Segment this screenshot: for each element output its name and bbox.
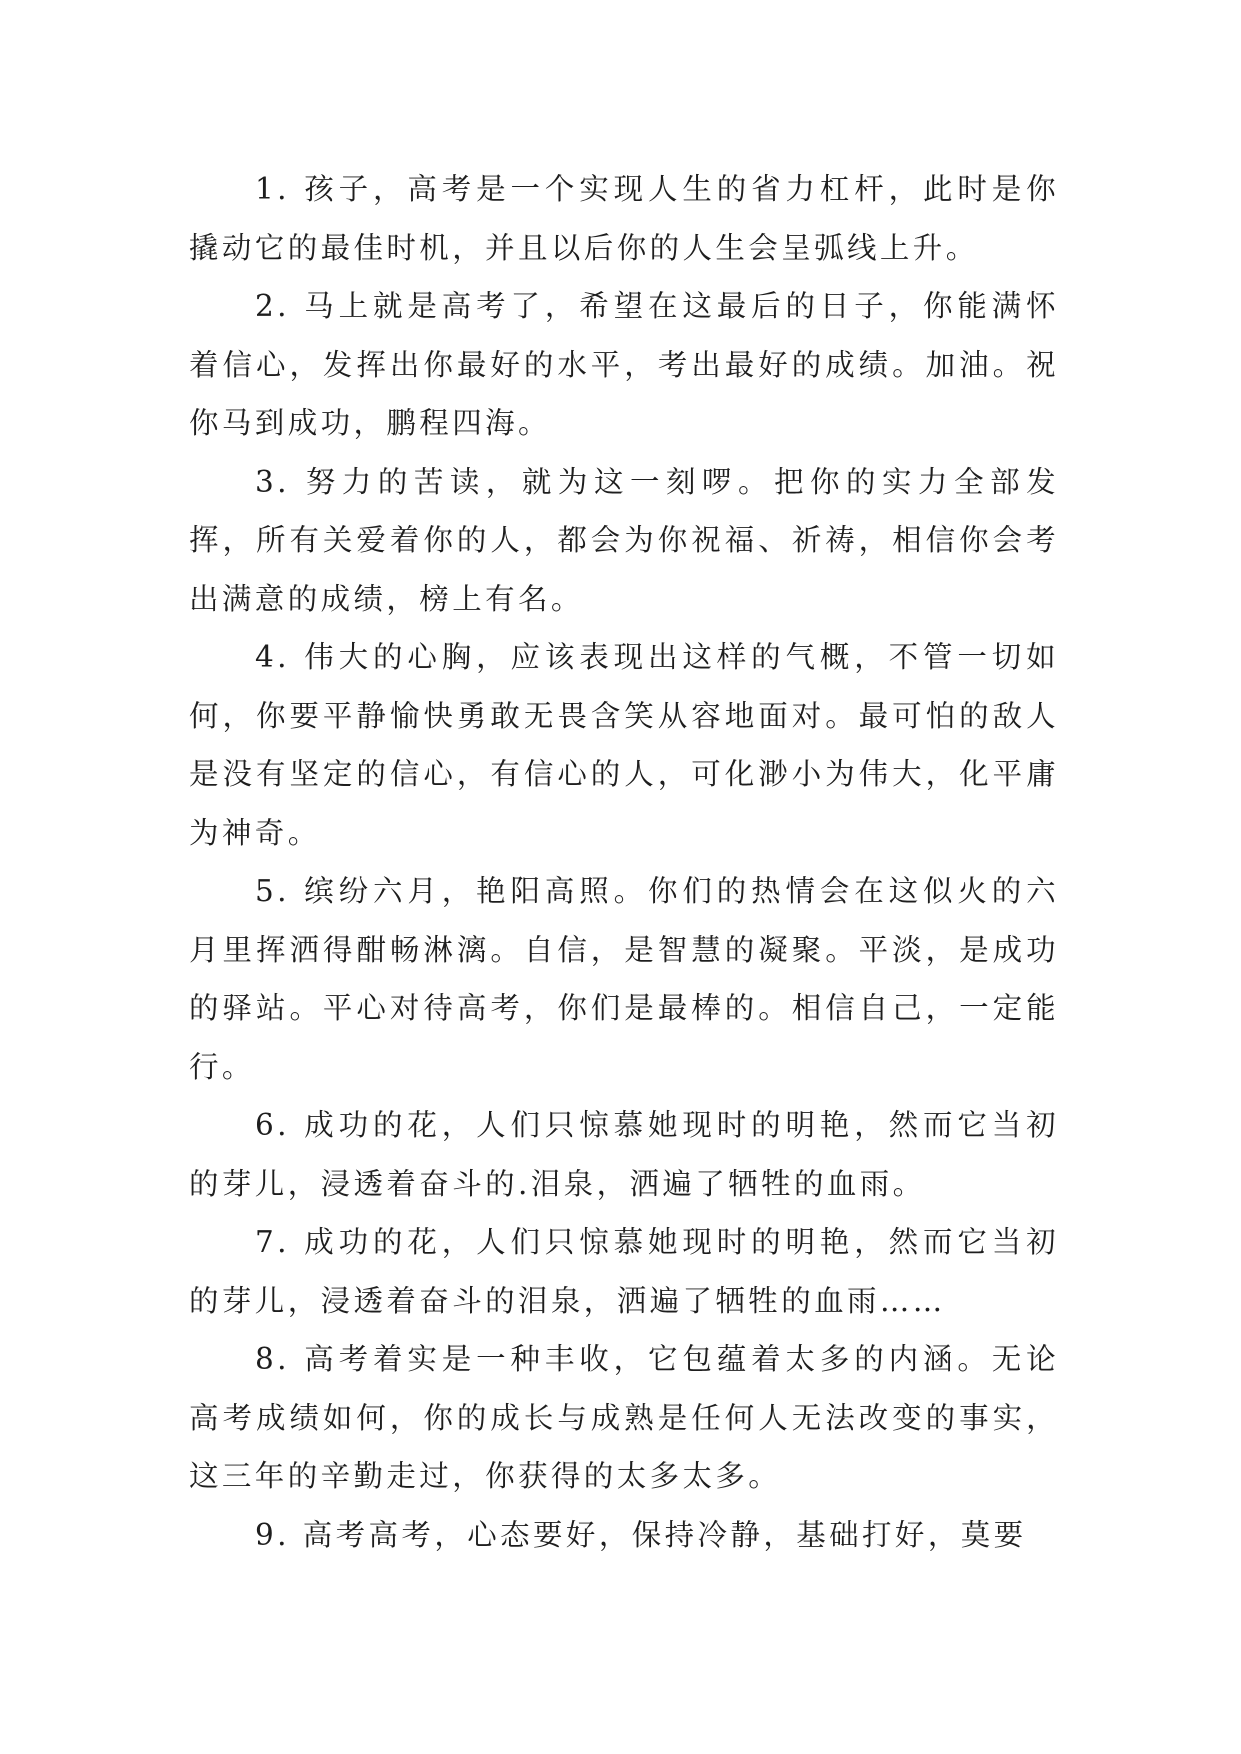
paragraph-8: 8. 高考着实是一种丰收，它包蕴着太多的内涵。无论高考成绩如何，你的成长与成熟是任何人无法改变的事实，这三年的辛勤走过，你获得的太多太多。 — [189, 1342, 1059, 1493]
paragraph-6: 6. 成功的花，人们只惊慕她现时的明艳，然而它当初的芽儿，浸透着奋斗的.泪泉，洒遍了牺牲的血雨。 — [189, 1108, 1059, 1201]
document-body — [189, 160, 1059, 1564]
paragraph-2: 2. 马上就是高考了，希望在这最后的日子，你能满怀着信心，发挥出你最好的水平，考出最好的成绩。加油。祝你马到成功，鹏程四海。 — [189, 289, 1059, 440]
paragraph-9: 9. 高考高考，心态要好，保持冷静，基础打好，莫要 — [255, 1517, 1027, 1552]
paragraph-1: 1. 孩子，高考是一个实现人生的省力杠杆，此时是你撬动它的最佳时机，并且以后你的人生会呈弧线上升。 — [189, 172, 1059, 265]
paragraph-4: 4. 伟大的心胸，应该表现出这样的气概，不管一切如何，你要平静愉快勇敢无畏含笑从容地面对。最可怕的敌人是没有坚定的信心，有信心的人，可化渺小为伟大，化平庸为神奇。 — [189, 640, 1059, 850]
paragraph-3: 3. 努力的苦读，就为这一刻啰。把你的实力全部发挥，所有关爱着你的人，都会为你祝福、祈祷，相信你会考出满意的成绩，榜上有名。 — [189, 464, 1059, 616]
paragraph-5: 5. 缤纷六月，艳阳高照。你们的热情会在这似火的六月里挥洒得酣畅淋漓。自信，是智慧的凝聚。平淡，是成功的驿站。平心对待高考，你们是最棒的。相信自己，一定能行。 — [189, 874, 1059, 1084]
paragraph-7: 7. 成功的花，人们只惊慕她现时的明艳，然而它当初的芽儿，浸透着奋斗的泪泉，洒遍了牺牲的血雨…… — [189, 1225, 1059, 1318]
